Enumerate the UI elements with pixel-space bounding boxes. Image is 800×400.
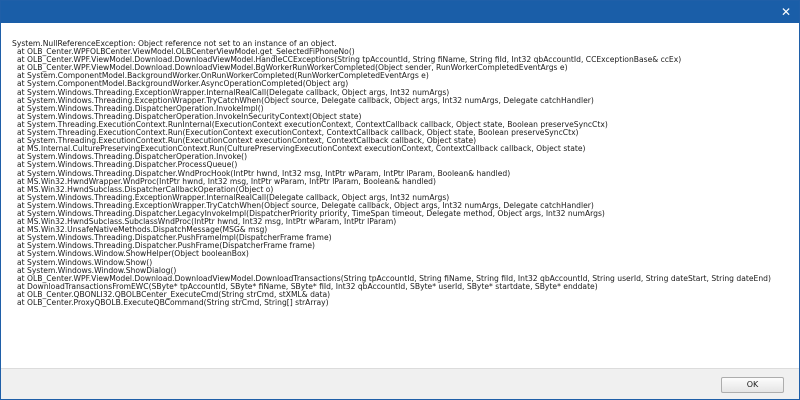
stack-frame-line: at OLB_Center.ProxyQBOLB.ExecuteQBCommand(String strCmd, String[] strArray) — [17, 298, 329, 307]
stack-frame-line: at OLB_Center.WPFOLBCenter.ViewModel.OLBCenterViewModel.get_SelectedFiPhoneNo() — [17, 47, 355, 57]
stack-frame-line: at System.Windows.Threading.ExceptionWrapper.TryCatchWhen(Object source, Delegate callback, Object args, Int32 numArgs, Delegate catchHandler) — [17, 200, 594, 210]
stack-frame-line: at OLB_Center.WPF.ViewModel.Download.DownloadViewModel.DownloadTransactions(String tpAccountId, String fiName, String fiId, Int32 qbAccountId, String userId, String dateStart, String dateEnd) — [17, 273, 771, 283]
stack-frame-line: at System.Windows.Threading.DispatcherOperation.InvokeInSecurityContext(Object state) — [17, 111, 362, 121]
stack-frame-line: at OLB_Center.QBONLI32.QBOLBCenter_ExecuteCmd(String strCmd, stXML& data) — [17, 289, 331, 299]
stack-frame-line: at MS.Win32.HwndSubclass.DispatcherCallbackOperation(Object o) — [17, 184, 274, 194]
stack-frame-line: at System.Windows.Threading.ExceptionWrapper.InternalRealCall(Delegate callback, Object args, Int32 numArgs) — [17, 87, 450, 97]
stack-frame-line: at System.ComponentModel.BackgroundWorker.AsyncOperationCompleted(Object arg) — [17, 79, 349, 89]
exception-message: System.NullReferenceException: Object reference not set to an instance of an object. — [12, 40, 337, 48]
stack-frame-line: at System.Windows.Threading.DispatcherOperation.Invoke() — [17, 152, 248, 162]
close-icon[interactable]: ✕ — [780, 5, 792, 19]
stack-frame-line: at System.Windows.Window.ShowDialog() — [17, 265, 177, 275]
stack-frame-line: at System.ComponentModel.BackgroundWorker.OnRunWorkerCompleted(RunWorkerCompletedEventArgs e) — [17, 71, 429, 81]
stack-frame-line: at System.Windows.Threading.Dispatcher.WndProcHook(IntPtr hwnd, Int32 msg, IntPtr wParam, IntPtr lParam, Boolean& handled) — [17, 168, 511, 178]
stack-frame-line: at System.Windows.Window.Show() — [17, 257, 153, 267]
stack-frame-line: at DownloadTransactionsFromEWC(SByte* tpAccountId, SByte* fiName, SByte* fiId, Int32 qbAccountId, SByte* userId, SByte* startdate, SByte* enddate) — [17, 281, 598, 291]
stack-frame-line: at System.Windows.Threading.ExceptionWrapper.InternalRealCall(Delegate callback, Object args, Int32 numArgs) — [17, 192, 450, 202]
stack-frame-line: at OLB_Center.WPF.ViewModel.Download.DownloadViewModel.HandleCCExceptions(String tpAccountId, String fiName, String fiId, Int32 qbAccountId, CCExceptionBase& ccEx) — [17, 55, 682, 65]
dialog-footer — [1, 368, 799, 399]
stack-frame-line: at OLB_Center.WPF.ViewModel.Download.DownloadViewModel.BgWorkerRunWorkerCompleted(Object sender, RunWorkerCompletedEventArgs e) — [17, 63, 568, 73]
stack-frame-line: at System.Windows.Threading.DispatcherOperation.InvokeImpl() — [17, 103, 264, 113]
stack-frame-line: at System.Threading.ExecutionContext.Run(ExecutionContext executionContext, ContextCallback callback, Object state) — [17, 136, 477, 146]
stack-frame-line: at MS.Win32.UnsafeNativeMethods.DispatchMessage(MSG& msg) — [17, 225, 268, 235]
stack-frame-line: at System.Windows.Window.ShowHelper(Object booleanBox) — [17, 249, 249, 259]
stack-frame-line: at System.Windows.Threading.Dispatcher.LegacyInvokeImpl(DispatcherPriority priority, TimeSpan timeout, Delegate method, Object args, Int32 numArgs) — [17, 208, 605, 218]
stack-frame-line: at MS.Win32.HwndWrapper.WndProc(IntPtr hwnd, Int32 msg, IntPtr wParam, IntPtr lParam, Boolean& handled) — [17, 176, 436, 186]
stack-frame-line: at System.Windows.Threading.Dispatcher.PushFrame(DispatcherFrame frame) — [17, 241, 316, 251]
stack-frame-line: at System.Threading.ExecutionContext.Run(ExecutionContext executionContext, ContextCallback callback, Object state, Boolean preserveSyncCtx) — [17, 128, 579, 138]
stack-frame-line: at System.Windows.Threading.Dispatcher.PushFrameImpl(DispatcherFrame frame) — [17, 233, 332, 243]
stack-frame-line: at MS.Win32.HwndSubclass.SubclassWndProc(IntPtr hwnd, Int32 msg, IntPtr wParam, IntPtr lParam) — [17, 217, 397, 227]
dialog-content — [1, 23, 799, 368]
stack-frame-line: at MS.Internal.CulturePreservingExecutionContext.Run(CulturePreservingExecutionContext executionContext, ContextCallback callback, Object state) — [17, 144, 586, 154]
stack-frame-line: at System.Threading.ExecutionContext.RunInternal(ExecutionContext executionContext, ContextCallback callback, Object state, Boolean preserveSyncCtx) — [17, 119, 608, 129]
stack-frame-line: at System.Windows.Threading.ExceptionWrapper.TryCatchWhen(Object source, Delegate callback, Object args, Int32 numArgs, Delegate catchHandler) — [17, 95, 594, 105]
ok-button[interactable]: OK — [721, 377, 784, 393]
title-bar — [1, 1, 799, 23]
exception-stack-trace — [12, 40, 792, 307]
stack-frame-line: at System.Windows.Threading.Dispatcher.ProcessQueue() — [17, 160, 238, 170]
